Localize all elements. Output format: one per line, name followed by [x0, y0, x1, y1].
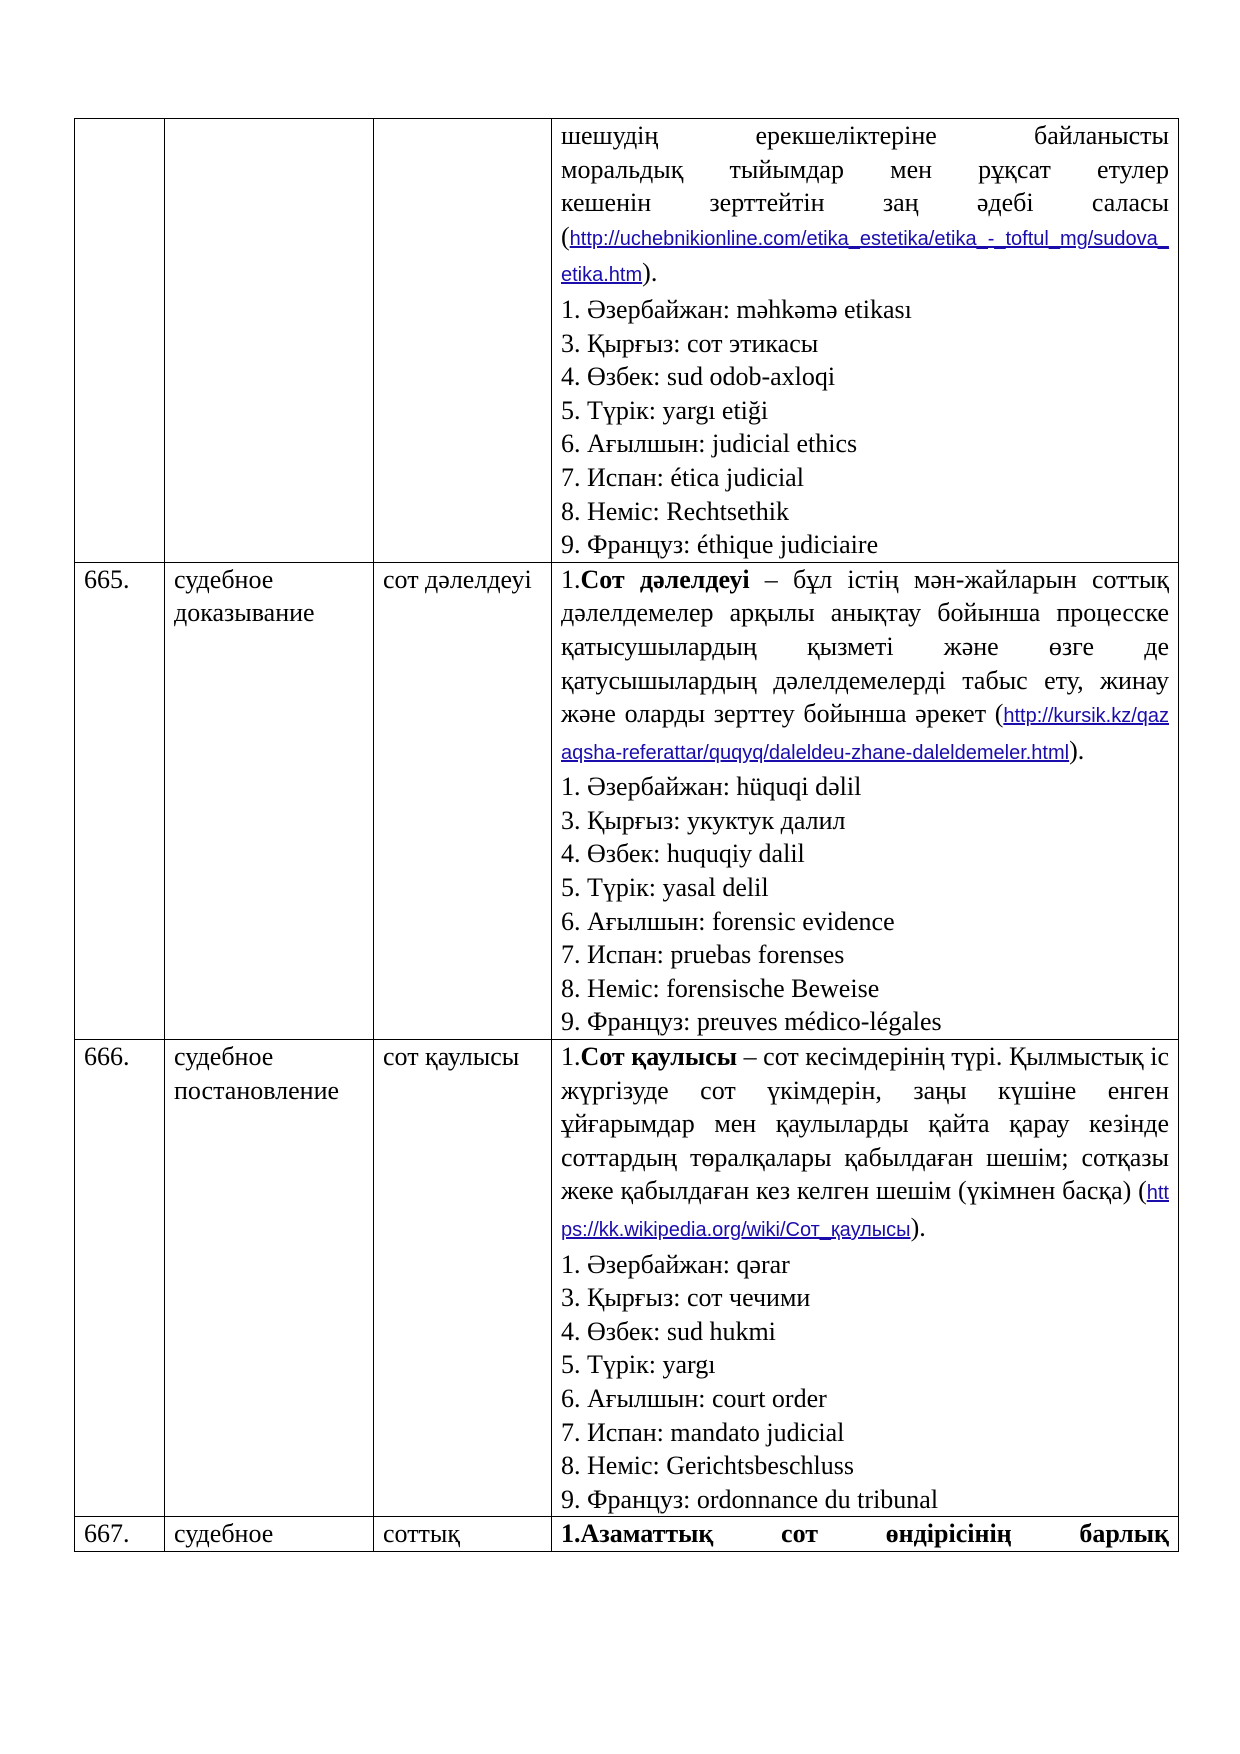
- source-open: (: [994, 699, 1004, 729]
- translation-item: 9. Француз: ordonnance du tribunal: [561, 1484, 939, 1514]
- translation-item: 6. Ағылшын: forensic evidence: [561, 906, 895, 936]
- source-close: ).: [642, 258, 658, 288]
- source-close: ).: [910, 1213, 926, 1242]
- term-heading: 1.Азаматтық сот өндірісінің барлық: [561, 1519, 1169, 1549]
- entry-number: 665.: [75, 562, 165, 1039]
- translation-item: 4. Өзбек: sud odob-axloqi: [561, 362, 836, 392]
- definition-line: кешенін зерттейтін заң әдебі саласы: [561, 188, 1169, 218]
- definition-text: [561, 1517, 1169, 1551]
- translation-item: 5. Түрік: yargı: [561, 1350, 716, 1380]
- term-prefix: 1.: [561, 1042, 581, 1072]
- translation-item: 1. Әзербайжан: məhkəmə etikası: [561, 294, 912, 324]
- translation-item: 8. Неміс: Gerichtsbeschluss: [561, 1451, 854, 1481]
- source-link[interactable]: http://uchebnikionline.com/etika_estetika/etika_-_toftul_mg/sudova_etika.htm: [561, 227, 1169, 287]
- translation-item: 9. Француз: éthique judiciaire: [561, 530, 879, 560]
- translation-item: 3. Қырғыз: сот этикасы: [561, 328, 819, 358]
- translation-list: [561, 770, 1169, 1039]
- definition-body: – бұл істің мән-жайларын соттық дәлелдемелер арқылы анықтау бойынша процесске қатысушылардың қызметі және өзге де қатусышылардың дәлелдемелерді табыс ету, жинау және оларды зерттеу бойынша әрекет: [561, 564, 1169, 729]
- translation-item: 8. Неміс: forensische Beweise: [561, 973, 880, 1003]
- translation-item: 7. Испан: pruebas forenses: [561, 940, 845, 970]
- translation-item: 1. Әзербайжан: qərar: [561, 1249, 790, 1279]
- translation-item: 6. Ағылшын: judicial ethics: [561, 429, 858, 459]
- definition-line: моральдық тыйымдар мен рұқсат етулер: [561, 154, 1169, 184]
- term-heading: Сот қаулысы: [580, 1042, 738, 1072]
- kazakh-term: соттық: [374, 1517, 552, 1552]
- translation-item: 9. Француз: preuves médico-légales: [561, 1007, 942, 1037]
- definition-body: – сот кесімдерінің түрі. Қылмыстық іс жүргізуде сот үкімдерін, заңы күшіне енген ұйғарымдар мен қаулыларды қайта қарау кезінде соттардың төралқалары қабылдаған шешім; сотқазы жеке қабылдаған кез келген шешім (үкімнен басқа): [561, 1042, 1169, 1206]
- translation-list: [561, 293, 1169, 562]
- definition-line: шешудің ерекшеліктеріне байланысты: [561, 121, 1169, 150]
- table-row: [75, 119, 1179, 563]
- definition-text: [561, 119, 1169, 293]
- translation-list: [561, 1248, 1169, 1517]
- entry-number: 667.: [75, 1517, 165, 1552]
- definition-cell: [552, 1517, 1179, 1552]
- translation-item: 6. Ағылшын: court order: [561, 1383, 827, 1413]
- source-open: (: [561, 221, 570, 251]
- russian-term: судебное: [165, 1517, 374, 1552]
- kazakh-term: сот дәлелдеуі: [374, 562, 552, 1039]
- russian-term: судебное доказывание: [165, 562, 374, 1039]
- table-row: [75, 562, 1179, 1039]
- source-close: ).: [1069, 735, 1085, 765]
- translation-item: 3. Қырғыз: сот чечими: [561, 1283, 811, 1313]
- translation-item: 7. Испан: mandato judicial: [561, 1417, 845, 1447]
- translation-item: 4. Өзбек: sud hukmi: [561, 1316, 776, 1346]
- definition-text: [561, 1040, 1169, 1248]
- translation-item: 7. Испан: ética judicial: [561, 462, 804, 492]
- source-open: (: [1138, 1176, 1147, 1206]
- glossary-table: [74, 118, 1179, 1552]
- translation-item: 1. Әзербайжан: hüquqi dəlil: [561, 772, 862, 802]
- entry-number: [75, 119, 165, 563]
- entry-number: 666.: [75, 1040, 165, 1517]
- table-row: [75, 1040, 1179, 1517]
- definition-cell: [552, 119, 1179, 563]
- kazakh-term: [374, 119, 552, 563]
- translation-item: 8. Неміс: Rechtsethik: [561, 496, 790, 526]
- definition-text: [561, 563, 1169, 771]
- source-link[interactable]: https://kk.wikipedia.org/wiki/Сот_қаулысы: [561, 1182, 1169, 1241]
- source-link[interactable]: http://kursik.kz/qazaqsha-referattar/quqyq/daleldeu-zhane-daleldemeler.html: [561, 705, 1169, 764]
- definition-cell: [552, 562, 1179, 1039]
- russian-term: судебное постановление: [165, 1040, 374, 1517]
- translation-item: 3. Қырғыз: укуктук далил: [561, 805, 846, 835]
- translation-item: 5. Түрік: yargı etiği: [561, 395, 769, 425]
- term-prefix: 1.: [561, 564, 581, 594]
- russian-term: [165, 119, 374, 563]
- table-row: [75, 1517, 1179, 1552]
- translation-item: 4. Өзбек: huquqiy dalil: [561, 839, 805, 869]
- term-heading: Сот дәлелдеуі: [580, 564, 750, 594]
- translation-item: 5. Түрік: yasal delil: [561, 873, 769, 903]
- kazakh-term: сот қаулысы: [374, 1040, 552, 1517]
- definition-cell: [552, 1040, 1179, 1517]
